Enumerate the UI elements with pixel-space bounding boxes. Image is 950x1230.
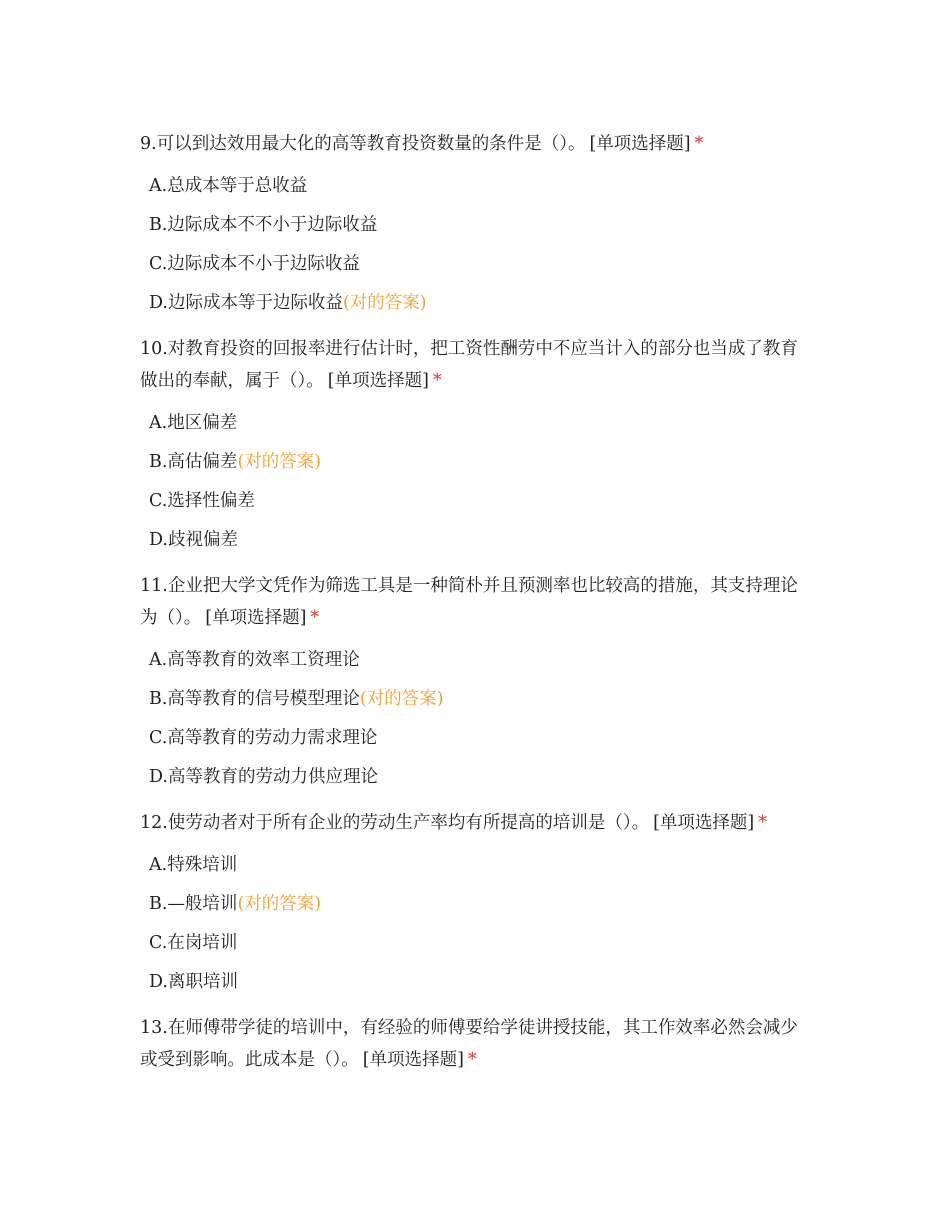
correct-answer-mark: (对的答案) <box>237 894 322 914</box>
question-type: [单项选择题] <box>327 371 429 391</box>
option-a[interactable] <box>140 846 820 885</box>
option-list <box>140 404 820 560</box>
option-label: A.总成本等于总收益 <box>149 176 308 196</box>
question-title <box>140 1012 810 1076</box>
question-list <box>140 128 820 1076</box>
option-b[interactable] <box>140 443 820 482</box>
question-title <box>140 333 810 397</box>
correct-answer-mark: (对的答案) <box>359 689 444 709</box>
option-d[interactable] <box>140 284 820 323</box>
option-label: B.高估偏差 <box>149 452 238 472</box>
required-mark: * <box>758 813 767 833</box>
correct-answer-mark: (对的答案) <box>237 452 322 472</box>
question-text: 11.企业把大学文凭作为筛选工具是一种简朴并且预测率也比较高的措施，其支持理论为（）。 <box>140 576 798 628</box>
option-label: C.高等教育的劳动力需求理论 <box>149 728 378 748</box>
option-label: C.在岗培训 <box>149 933 238 953</box>
required-mark: * <box>310 608 320 628</box>
option-list <box>140 846 820 1002</box>
option-a[interactable] <box>140 404 820 443</box>
option-label: D.边际成本等于边际收益 <box>149 293 343 313</box>
option-b[interactable] <box>140 885 820 924</box>
question-type: [单项选择题] <box>653 813 755 833</box>
option-label: D.离职培训 <box>149 972 238 992</box>
option-d[interactable] <box>140 963 820 1002</box>
required-mark: * <box>694 134 704 154</box>
option-label: A.高等教育的效率工资理论 <box>149 650 360 670</box>
option-list <box>140 641 820 797</box>
option-label: B.边际成本不不小于边际收益 <box>149 215 378 235</box>
question-13 <box>140 1012 820 1076</box>
option-a[interactable] <box>140 167 820 206</box>
option-label: C.选择性偏差 <box>149 491 255 511</box>
option-label: D.歧视偏差 <box>149 530 238 550</box>
option-label: B.—般培训 <box>149 894 238 914</box>
question-title <box>140 807 810 839</box>
question-9 <box>140 128 820 323</box>
question-11 <box>140 570 820 797</box>
option-c[interactable] <box>140 482 820 521</box>
option-label: C.边际成本不小于边际收益 <box>149 254 360 274</box>
question-type: [单项选择题] <box>362 1050 464 1070</box>
option-c[interactable] <box>140 719 820 758</box>
option-d[interactable] <box>140 521 820 560</box>
question-title <box>140 128 810 160</box>
option-a[interactable] <box>140 641 820 680</box>
option-c[interactable] <box>140 924 820 963</box>
option-b[interactable] <box>140 680 820 719</box>
question-text: 9.可以到达效用最大化的高等教育投资数量的条件是（）。 <box>140 134 586 154</box>
required-mark: * <box>467 1050 477 1070</box>
question-text: 13.在师傅带学徒的培训中，有经验的师傅要给学徒讲授技能，其工作效率必然会减少或受到影响。此成本是（）。 <box>140 1018 798 1070</box>
correct-answer-mark: (对的答案) <box>342 293 427 313</box>
question-10 <box>140 333 820 560</box>
option-label: A.地区偏差 <box>149 413 238 433</box>
question-12 <box>140 807 820 1002</box>
question-text: 12.使劳动者对于所有企业的劳动生产率均有所提高的培训是（）。 <box>140 813 650 833</box>
option-label: B.高等教育的信号模型理论 <box>149 689 360 709</box>
question-text: 10.对教育投资的回报率进行估计时，把工资性酬劳中不应当计入的部分也当成了教育做出的奉献，属于（）。 <box>140 339 798 391</box>
question-title <box>140 570 810 634</box>
option-list <box>140 167 820 323</box>
question-type: [单项选择题] <box>205 608 307 628</box>
option-c[interactable] <box>140 245 820 284</box>
option-label: D.高等教育的劳动力供应理论 <box>149 767 378 787</box>
required-mark: * <box>432 371 442 391</box>
option-b[interactable] <box>140 206 820 245</box>
option-label: A.特殊培训 <box>149 855 238 875</box>
option-d[interactable] <box>140 758 820 797</box>
question-type: [单项选择题] <box>589 134 691 154</box>
